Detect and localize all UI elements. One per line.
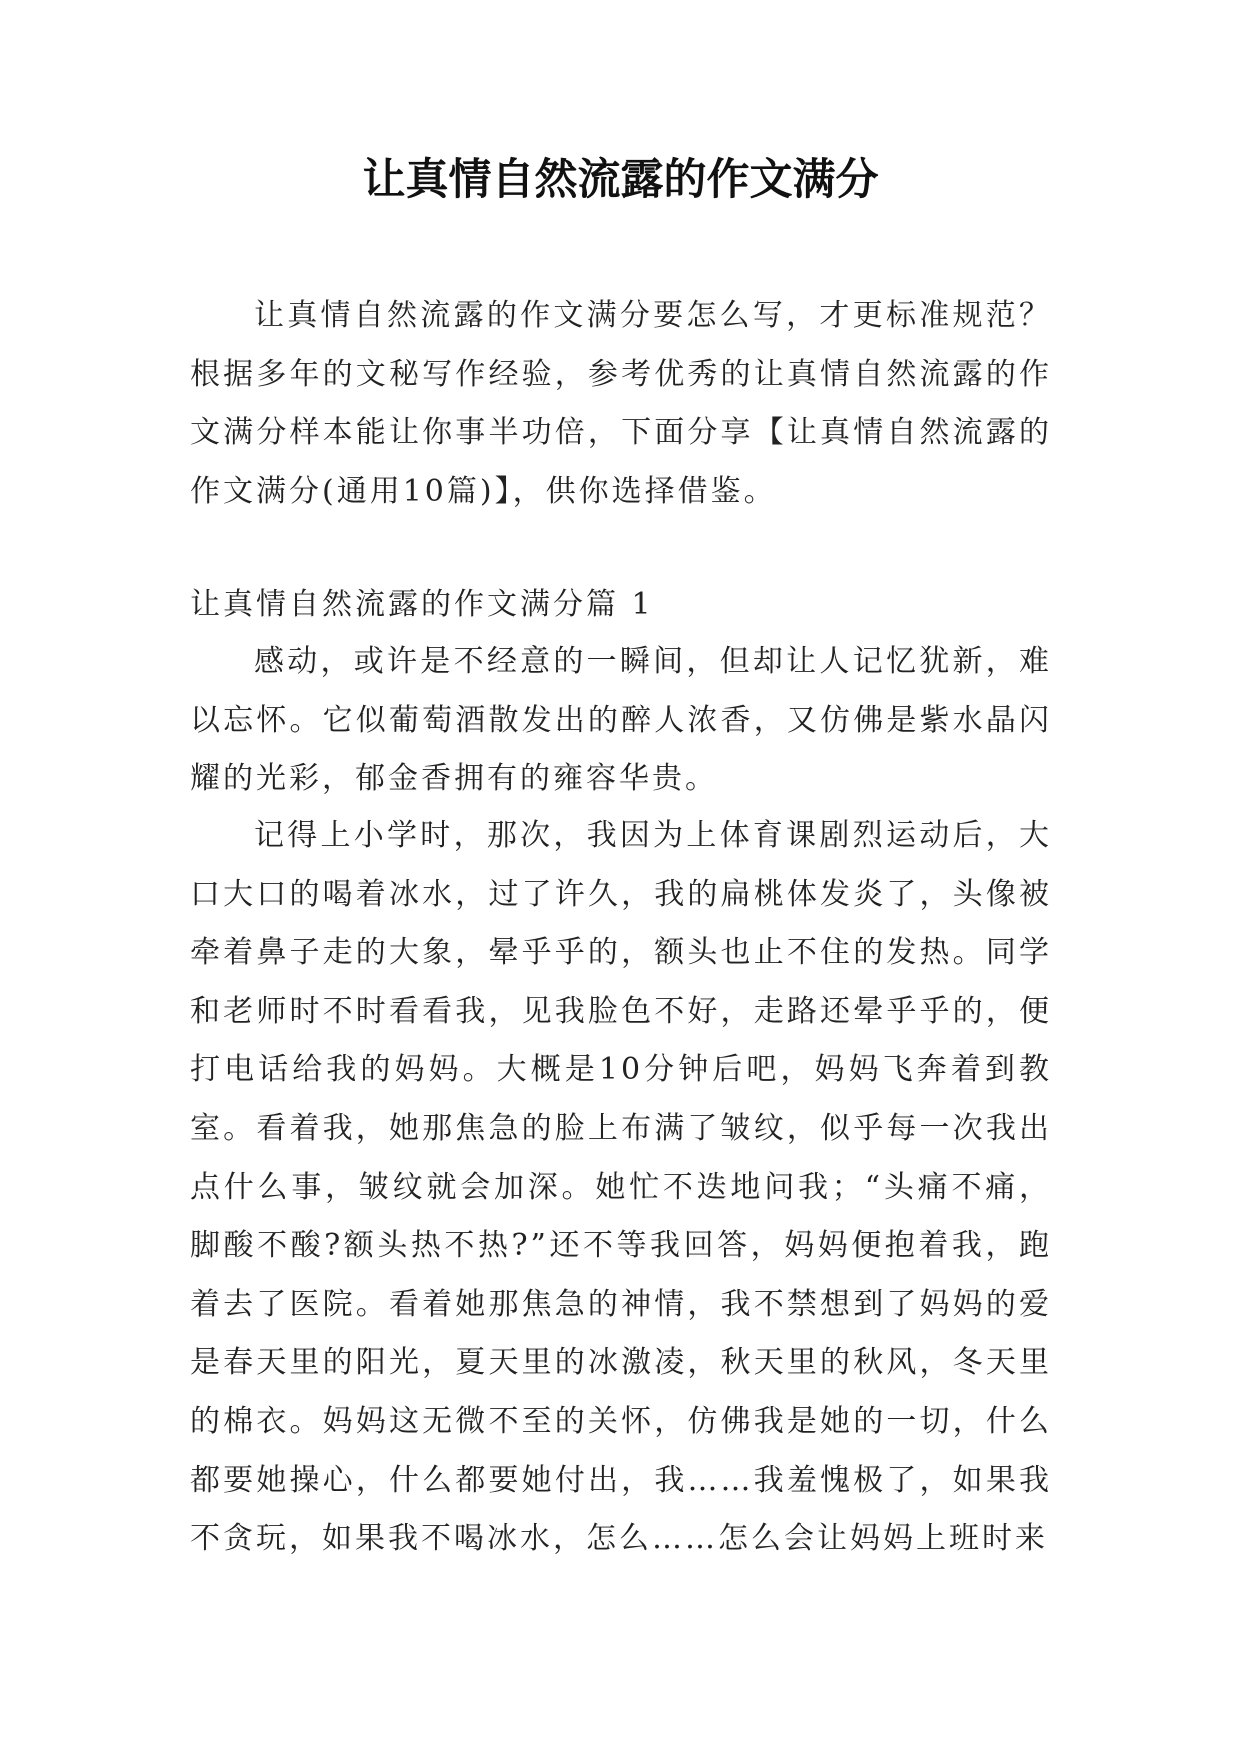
- intro-paragraph: 让真情自然流露的作文满分要怎么写，才更标准规范？根据多年的文秘写作经验，参考优秀的让真情自然流露的作文满分样本能让你事半功倍，下面分享【让真情自然流露的作文满分(通用10篇)】，供你选择借鉴。: [190, 298, 1052, 509]
- document-title: 让真情自然流露的作文满分: [362, 155, 879, 205]
- body-paragraph-2: 记得上小学时，那次，我因为上体育课剧烈运动后，大口大口的喝着冰水，过了许久，我的扁桃体发炎了，头像被牵着鼻子走的大象，晕乎乎的，额头也止不住的发热。同学和老师时不时看看我，见我脸色不好，走路还晕乎乎的，便打电话给我的妈妈。大概是10分钟后吧，妈妈飞奔着到教室。看着我，她那焦急的脸上布满了皱纹，似乎每一次我出点什么事，皱纹就会加深。她忙不迭地问我；“头痛不痛，脚酸不酸?额头热不热?”还不等我回答，妈妈便抱着我，跑着去了医院。看着她那焦急的神情，我不禁想到了妈妈的爱是春天里的阳光，夏天里的冰激凌，秋天里的秋风，冬天里的棉衣。妈妈这无微不至的关怀，仿佛我是她的一切，什么都要她操心，什么都要她付出，我……我羞愧极了，如果我不贪玩，如果我不喝冰水，怎么……怎么会让妈妈上班时来: [190, 818, 1052, 1557]
- section-heading: 让真情自然流露的作文满分篇 1: [190, 587, 654, 622]
- body-paragraph-1: 感动，或许是不经意的一瞬间，但却让人记忆犹新，难以忘怀。它似葡萄酒散发出的醉人浓香，又仿佛是紫水晶闪耀的光彩，郁金香拥有的雍容华贵。: [190, 644, 1052, 797]
